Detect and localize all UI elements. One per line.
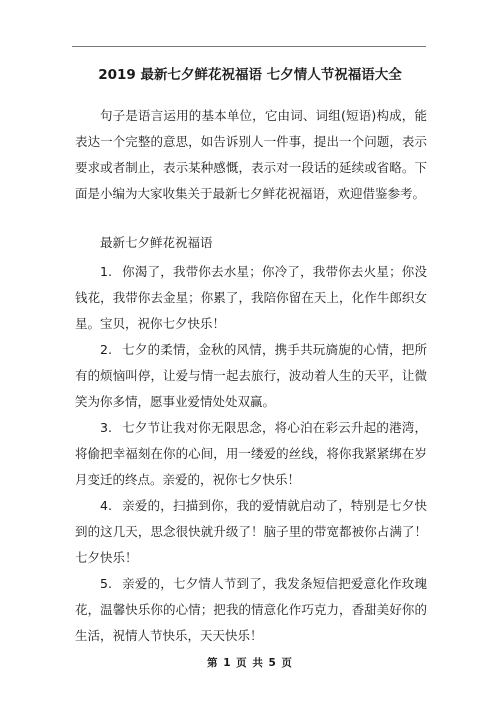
item-number: 5. — [100, 576, 112, 591]
list-item — [75, 337, 427, 415]
item-number: 3. — [100, 420, 112, 435]
item-text: 亲爱的，七夕情人节到了，我发条短信把爱意化作玫瑰花，温馨快乐你的心情；把我的情意化作巧克力，香甜美好你的生活，祝情人节快乐，天天快乐！ — [75, 576, 427, 643]
item-number: 4. — [100, 498, 112, 513]
item-text: 七夕节让我对你无限思念，将心泊在彩云升起的港湾，将偷把幸福刻在你的心间，用一缕爱的丝线，将你我紧紧绑在岁月变迁的终点。亲爱的，祝你七夕快乐！ — [75, 420, 427, 487]
blessing-list — [75, 259, 427, 649]
section-heading: 最新七夕鲜花祝福语 — [100, 235, 213, 250]
item-number: 1. — [100, 264, 112, 279]
list-item — [75, 571, 427, 649]
list-item — [75, 493, 427, 571]
page-indicator: 第 1 页 共 5 页 — [207, 657, 293, 669]
item-number: 2. — [100, 342, 112, 357]
item-text: 七夕的柔情，金秋的风情，携手共玩旖旎的心情，把所有的烦恼叫停，让爱与情一起去旅行，波动着人生的天平，让微笑为你多情，愿事业爱情处处双赢。 — [75, 342, 427, 409]
document-title: 2019 最新七夕鲜花祝福语 七夕情人节祝福语大全 — [98, 67, 402, 83]
item-text: 你渴了，我带你去水星；你冷了，我带你去火星；你没钱花，我带你去金星；你累了，我陪你留在天上，化作牛郎织女星。宝贝，祝你七夕快乐！ — [75, 264, 427, 331]
header-rule — [72, 46, 426, 47]
list-item — [75, 415, 427, 493]
item-text: 亲爱的，扫描到你，我的爱情就启动了，特别是七夕快到的这几天，思念很快就升级了！脑子里的带宽都被你占满了！七夕快乐！ — [75, 498, 427, 565]
intro-paragraph: 句子是语言运用的基本单位，它由词、词组(短语)构成，能表达一个完整的意思，如告诉别人一件事，提出一个问题，表示要求或者制止，表示某种感慨，表示对一段话的延续或省略。下面是小编为大家收集关于最新七夕鲜花祝福语，欢迎借鉴参考。 — [75, 108, 427, 201]
list-item — [75, 259, 427, 337]
